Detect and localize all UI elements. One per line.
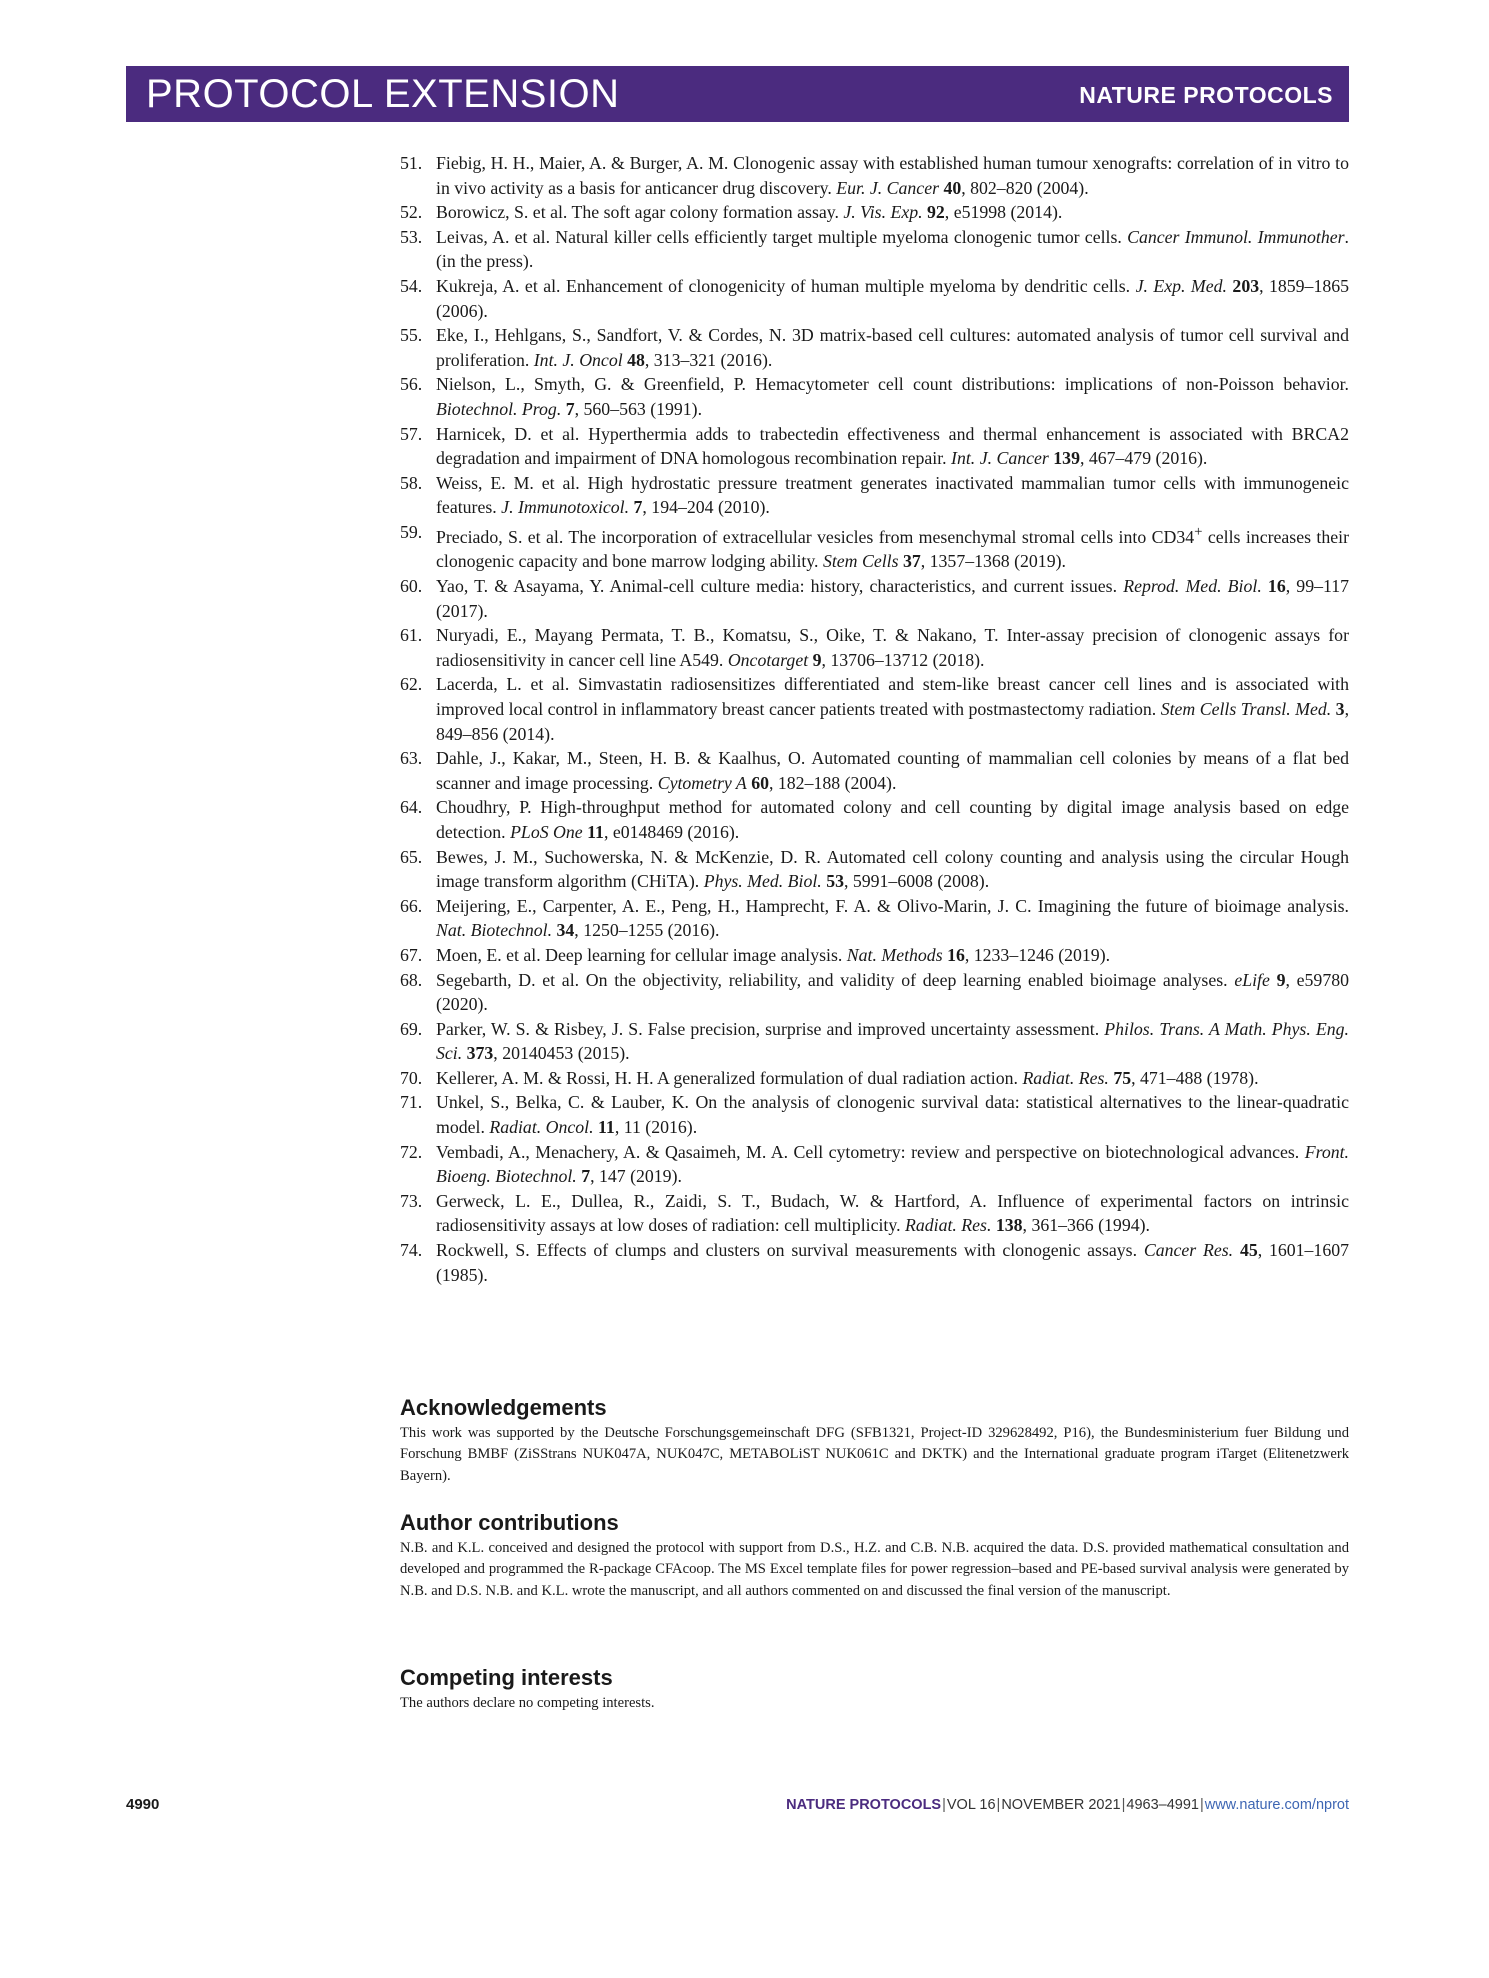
reference-number: 74. <box>400 1240 423 1261</box>
reference-text: Leivas, A. et al. Natural killer cells efficiently target multiple myeloma clonogenic tumor cells. Cancer Immunol. Immunother. (in the press). <box>436 226 1349 272</box>
reference-text: Dahle, J., Kakar, M., Steen, H. B. & Kaalhus, O. Automated counting of mammalian cell colonies by means of a flat bed scanner and image processing. Cytometry A 60, 182–188 (2004). <box>436 748 1349 793</box>
reference-item <box>400 845 1349 894</box>
reference-number: 59. <box>400 521 423 542</box>
acknowledgements-section <box>400 1394 1349 1487</box>
reference-text: Weiss, E. M. et al. High hydrostatic pressure treatment generates inactivated mammalian tumor cells with immunogeneic features. J. Immunotoxicol. 7, 194–204 (2010). <box>436 472 1349 518</box>
reference-text: Nuryadi, E., Mayang Permata, T. B., Komatsu, S., Oike, T. & Nakano, T. Inter-assay precision of clonogenic assays for radiosensitivity in cancer cell line A549. Oncotarget 9, 13706–13712 (2018). <box>436 625 1349 670</box>
reference-item <box>400 520 1349 574</box>
reference-number: 51. <box>400 153 423 173</box>
reference-item <box>400 151 1349 200</box>
acknowledgements-heading: Acknowledgements <box>400 1395 607 1420</box>
reference-text: Vembadi, A., Menachery, A. & Qasaimeh, M. A. Cell cytometry: review and perspective on biotechnological advances. Front. Bioeng. Biotechnol. 7, 147 (2019). <box>436 1141 1349 1187</box>
author-contributions-heading: Author contributions <box>400 1510 619 1535</box>
reference-item <box>400 968 1349 1017</box>
reference-item <box>400 943 1349 968</box>
author-contributions-body: N.B. and K.L. conceived and designed the protocol with support from D.S., H.Z. and C.B. N.B. acquired the data. D.S. provided mathematical consultation and developed and programmed the R-package CFAcoop. The MS Excel template files for power regression–based and PE-based survival analysis were generated by N.B. and D.S. N.B. and K.L. wrote the manuscript, and all authors commented on and discussed the final version of the manuscript. <box>400 1540 1349 1599</box>
reference-number: 63. <box>400 748 423 769</box>
reference-text: Harnicek, D. et al. Hyperthermia adds to trabectedin effectiveness and thermal enhancement is associated with BRCA2 degradation and impairment of DNA homologous recombination repair. Int. J. Cancer 139, 467–479 (2016). <box>436 423 1349 469</box>
reference-text: Bewes, J. M., Suchowerska, N. & McKenzie, D. R. Automated cell colony counting and analysis using the circular Hough image transform algorithm (CHiTA). Phys. Med. Biol. 53, 5991–6008 (2008). <box>436 846 1349 892</box>
reference-text: Unkel, S., Belka, C. & Lauber, K. On the analysis of clonogenic survival data: statistical alternatives to the linear-quadratic model. Radiat. Oncol. 11, 11 (2016). <box>436 1092 1349 1138</box>
reference-text: Eke, I., Hehlgans, S., Sandfort, V. & Cordes, N. 3D matrix-based cell cultures: automated analysis of tumor cell survival and proliferation. Int. J. Oncol 48, 313–321 (2016). <box>436 325 1349 370</box>
journal-footer: NATURE PROTOCOLS|VOL 16|NOVEMBER 2021|4963–4991|www.nature.com/nprot <box>786 1797 1349 1813</box>
reference-number: 52. <box>400 202 423 223</box>
reference-number: 64. <box>400 797 423 818</box>
acknowledgements-body: This work was supported by the Deutsche Forschungsgemeinschaft DFG (SFB1321, Project-ID 329628492, P16), the Bundesministerium fuer Bildung und Forschung BMBF (ZiSStrans NUK047A, NUK047C, METABOLiST NUK061C and DKTK) and the International graduate program iTarget (Elitenetzwerk Bayern). <box>400 1425 1349 1484</box>
reference-number: 60. <box>400 576 423 597</box>
reference-item <box>400 1066 1349 1091</box>
reference-item <box>400 323 1349 372</box>
reference-item <box>400 746 1349 795</box>
footer-volume: VOL 16 <box>946 1797 996 1813</box>
reference-text: Lacerda, L. et al. Simvastatin radiosensitizes differentiated and stem-like breast cancer cell lines and is associated with improved local control in inflammatory breast cancer patients treated with postmastectomy radiation. Stem Cells Transl. Med. 3, 849–856 (2014). <box>436 674 1350 744</box>
reference-number: 68. <box>400 969 423 990</box>
reference-text: Nielson, L., Smyth, G. & Greenfield, P. Hemacytometer cell count distributions: implications of non-Poisson behavior. Biotechnol. Prog. 7, 560–563 (1991). <box>436 374 1349 419</box>
reference-number: 66. <box>400 895 423 916</box>
footer-journal: NATURE PROTOCOLS <box>786 1797 942 1813</box>
reference-text: Preciado, S. et al. The incorporation of extracellular vesicles from mesenchymal stromal cells into CD34+ cells increases their clonogenic capacity and bone marrow lodging ability. Stem Cells 37, 1357–1368 (2019). <box>436 523 1350 572</box>
reference-number: 57. <box>400 423 423 444</box>
competing-interests-section <box>400 1664 1349 1714</box>
header-banner <box>126 66 1349 122</box>
reference-number: 72. <box>400 1141 423 1162</box>
reference-number: 55. <box>400 325 423 346</box>
reference-item <box>400 1090 1349 1139</box>
reference-text: Kukreja, A. et al. Enhancement of clonogenicity of human multiple myeloma by dendritic cells. J. Exp. Med. 203, 1859–1865 (2006). <box>436 275 1350 321</box>
reference-number: 73. <box>400 1190 423 1211</box>
reference-text: Gerweck, L. E., Dullea, R., Zaidi, S. T., Budach, W. & Hartford, A. Influence of experimental factors on intrinsic radiosensitivity assays at low doses of radiation: cell multiplicity. Radiat. Res. 138, 361–366 (1994). <box>436 1190 1349 1236</box>
reference-item <box>400 574 1349 623</box>
reference-number: 54. <box>400 275 423 296</box>
reference-text: Segebarth, D. et al. On the objectivity, reliability, and validity of deep learning enabled bioimage analyses. eLife 9, e59780 (2020). <box>436 969 1349 1015</box>
reference-text: Borowicz, S. et al. The soft agar colony formation assay. J. Vis. Exp. 92, e51998 (2014). <box>436 202 1063 223</box>
reference-number: 70. <box>400 1067 423 1088</box>
competing-interests-body: The authors declare no competing interests. <box>400 1695 655 1711</box>
reference-text: Choudhry, P. High-throughput method for automated colony and cell counting by digital image analysis based on edge detection. PLoS One 11, e0148469 (2016). <box>436 797 1349 842</box>
reference-item <box>400 1189 1349 1238</box>
reference-item <box>400 894 1349 943</box>
reference-item <box>400 623 1349 672</box>
reference-number: 61. <box>400 625 423 646</box>
footer-pages: 4963–4991 <box>1126 1797 1199 1813</box>
reference-number: 65. <box>400 846 423 867</box>
journal-label: NATURE PROTOCOLS <box>1079 82 1333 108</box>
footer-url-link[interactable]: www.nature.com/nprot <box>1204 1797 1349 1813</box>
reference-item <box>400 422 1349 471</box>
reference-item <box>400 795 1349 844</box>
reference-item <box>400 372 1349 421</box>
reference-text: Parker, W. S. & Risbey, J. S. False precision, surprise and improved uncertainty assessment. Philos. Trans. A Math. Phys. Eng. Sci. 373, 20140453 (2015). <box>436 1018 1349 1064</box>
reference-number: 62. <box>400 674 423 695</box>
reference-item <box>400 1238 1349 1287</box>
reference-text: Fiebig, H. H., Maier, A. & Burger, A. M. Clonogenic assay with established human tumour xenografts: correlation of in vitro to in vivo activity as a basis for anticancer drug discovery. Eur. J. Cancer 40, 802–820 (2004). <box>436 153 1349 198</box>
author-contributions-section <box>400 1509 1349 1602</box>
reference-number: 71. <box>400 1092 423 1113</box>
reference-item <box>400 1140 1349 1189</box>
reference-text: Kellerer, A. M. & Rossi, H. H. A generalized formulation of dual radiation action. Radiat. Res. 75, 471–488 (1978). <box>436 1067 1259 1088</box>
reference-text: Yao, T. & Asayama, Y. Animal-cell culture media: history, characteristics, and current issues. Reprod. Med. Biol. 16, 99–117 (2017). <box>436 576 1349 621</box>
page-number: 4990 <box>126 1796 160 1813</box>
reference-item <box>400 274 1349 323</box>
section-label: PROTOCOL EXTENSION <box>146 72 620 116</box>
competing-interests-heading: Competing interests <box>400 1665 613 1690</box>
reference-text: Meijering, E., Carpenter, A. E., Peng, H., Hamprecht, F. A. & Olivo-Marin, J. C. Imagining the future of bioimage analysis. Nat. Biotechnol. 34, 1250–1255 (2016). <box>436 895 1349 941</box>
reference-number: 53. <box>400 226 423 247</box>
footer-date: NOVEMBER 2021 <box>1001 1797 1121 1813</box>
reference-item <box>400 225 1349 274</box>
reference-item <box>400 471 1349 520</box>
reference-item <box>400 672 1349 746</box>
reference-list <box>400 151 1349 1287</box>
reference-item <box>400 1017 1349 1066</box>
reference-number: 69. <box>400 1018 423 1039</box>
reference-text: Moen, E. et al. Deep learning for cellular image analysis. Nat. Methods 16, 1233–1246 (2019). <box>436 944 1111 965</box>
reference-text: Rockwell, S. Effects of clumps and clusters on survival measurements with clonogenic assays. Cancer Res. 45, 1601–1607 (1985). <box>436 1240 1349 1285</box>
reference-number: 67. <box>400 944 423 965</box>
reference-number: 56. <box>400 374 423 395</box>
reference-item <box>400 200 1349 225</box>
reference-number: 58. <box>400 472 423 493</box>
